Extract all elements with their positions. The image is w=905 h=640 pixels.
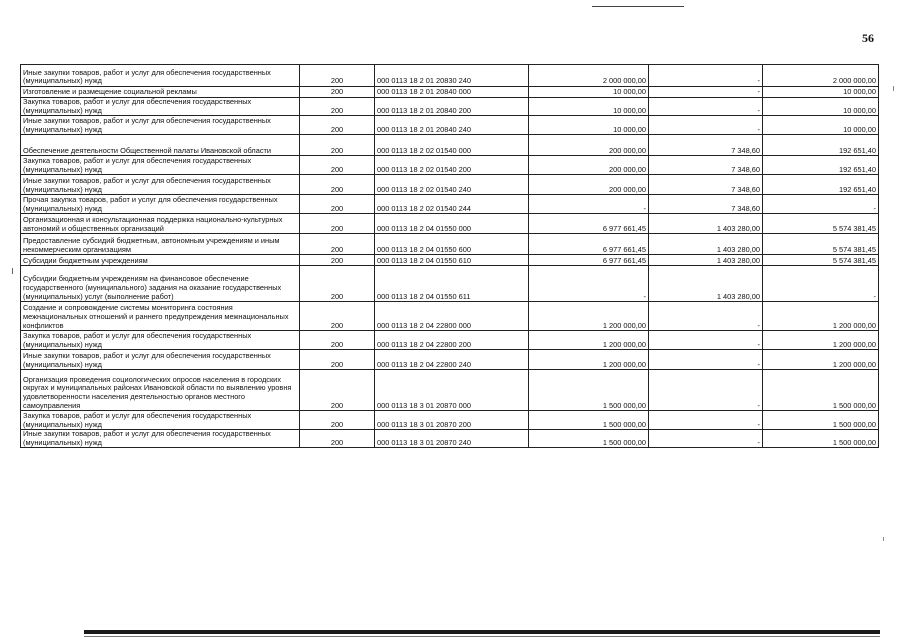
- row-approved-amount: 1 200 000,00: [529, 331, 649, 350]
- row-executed-amount: 1 403 280,00: [649, 234, 763, 255]
- row-budget-code: 000 0113 18 2 02 01540 200: [375, 156, 529, 175]
- row-admin-code: 200: [300, 234, 375, 255]
- row-remaining-amount: 5 574 381,45: [763, 214, 879, 234]
- row-admin-code: 200: [300, 175, 375, 195]
- row-approved-amount: 6 977 661,45: [529, 255, 649, 266]
- row-budget-code: 000 0113 18 2 04 22800 000: [375, 302, 529, 331]
- row-executed-amount: 7 348,60: [649, 175, 763, 195]
- row-remaining-amount: 10 000,00: [763, 116, 879, 135]
- budget-table: [20, 64, 879, 448]
- row-approved-amount: 1 500 000,00: [529, 411, 649, 430]
- row-approved-amount: 2 000 000,00: [529, 65, 649, 87]
- row-admin-code: 200: [300, 370, 375, 411]
- row-remaining-amount: 1 200 000,00: [763, 331, 879, 350]
- row-remaining-amount: 1 500 000,00: [763, 411, 879, 430]
- row-approved-amount: -: [529, 266, 649, 302]
- row-executed-amount: 7 348,60: [649, 135, 763, 156]
- row-approved-amount: -: [529, 195, 649, 214]
- scan-mark: [12, 268, 13, 274]
- row-approved-amount: 200 000,00: [529, 156, 649, 175]
- row-admin-code: 200: [300, 430, 375, 448]
- row-remaining-amount: 10 000,00: [763, 87, 879, 98]
- row-name: Закупка товаров, работ и услуг для обеспечения государственных (муниципальных) нужд: [21, 156, 300, 175]
- table-row: [21, 65, 879, 87]
- row-remaining-amount: -: [763, 195, 879, 214]
- row-remaining-amount: 192 651,40: [763, 135, 879, 156]
- row-budget-code: 000 0113 18 2 04 01550 610: [375, 255, 529, 266]
- table-row: [21, 302, 879, 331]
- row-executed-amount: 7 348,60: [649, 156, 763, 175]
- row-admin-code: 200: [300, 116, 375, 135]
- row-approved-amount: 200 000,00: [529, 175, 649, 195]
- row-name: Закупка товаров, работ и услуг для обеспечения государственных (муниципальных) нужд: [21, 98, 300, 116]
- row-remaining-amount: 2 000 000,00: [763, 65, 879, 87]
- row-budget-code: 000 0113 18 2 02 01540 244: [375, 195, 529, 214]
- row-approved-amount: 1 200 000,00: [529, 302, 649, 331]
- row-executed-amount: 1 403 280,00: [649, 255, 763, 266]
- row-approved-amount: 10 000,00: [529, 116, 649, 135]
- row-admin-code: 200: [300, 195, 375, 214]
- row-budget-code: 000 0113 18 2 02 01540 000: [375, 135, 529, 156]
- table-row: [21, 266, 879, 302]
- row-budget-code: 000 0113 18 3 01 20870 200: [375, 411, 529, 430]
- row-name: Изготовление и размещение социальной рекламы: [21, 87, 300, 98]
- row-admin-code: 200: [300, 331, 375, 350]
- row-admin-code: 200: [300, 411, 375, 430]
- row-executed-amount: -: [649, 411, 763, 430]
- row-remaining-amount: 5 574 381,45: [763, 234, 879, 255]
- row-executed-amount: -: [649, 350, 763, 370]
- scan-mark: [893, 86, 894, 91]
- row-approved-amount: 1 200 000,00: [529, 350, 649, 370]
- row-remaining-amount: 5 574 381,45: [763, 255, 879, 266]
- row-name: Организационная и консультационная поддержка национально-культурных автономий и общественных организаций: [21, 214, 300, 234]
- row-name: Закупка товаров, работ и услуг для обеспечения государственных (муниципальных) нужд: [21, 331, 300, 350]
- table-row: [21, 195, 879, 214]
- table-row: [21, 430, 879, 448]
- row-executed-amount: -: [649, 65, 763, 87]
- top-rule: [592, 6, 684, 7]
- row-executed-amount: -: [649, 430, 763, 448]
- row-executed-amount: 1 403 280,00: [649, 266, 763, 302]
- row-approved-amount: 10 000,00: [529, 98, 649, 116]
- row-admin-code: 200: [300, 156, 375, 175]
- row-budget-code: 000 0113 18 3 01 20870 240: [375, 430, 529, 448]
- row-name: Иные закупки товаров, работ и услуг для обеспечения государственных (муниципальных) нужд: [21, 65, 300, 87]
- row-remaining-amount: -: [763, 266, 879, 302]
- row-admin-code: 200: [300, 266, 375, 302]
- row-executed-amount: -: [649, 98, 763, 116]
- row-admin-code: 200: [300, 135, 375, 156]
- row-remaining-amount: 1 500 000,00: [763, 370, 879, 411]
- row-admin-code: 200: [300, 302, 375, 331]
- row-budget-code: 000 0113 18 2 04 01550 000: [375, 214, 529, 234]
- table-row: [21, 135, 879, 156]
- row-name: Предоставление субсидий бюджетным, автономным учреждениям и иным некоммерческим организациям: [21, 234, 300, 255]
- row-remaining-amount: 10 000,00: [763, 98, 879, 116]
- table-row: [21, 411, 879, 430]
- row-approved-amount: 200 000,00: [529, 135, 649, 156]
- page-number: 56: [862, 31, 874, 45]
- row-admin-code: 200: [300, 65, 375, 87]
- row-budget-code: 000 0113 18 2 04 01550 611: [375, 266, 529, 302]
- row-name: Иные закупки товаров, работ и услуг для обеспечения государственных (муниципальных) нужд: [21, 175, 300, 195]
- row-name: Обеспечение деятельности Общественной палаты Ивановской области: [21, 135, 300, 156]
- row-name: Иные закупки товаров, работ и услуг для обеспечения государственных (муниципальных) нужд: [21, 430, 300, 448]
- table-row: [21, 255, 879, 266]
- row-name: Субсидии бюджетным учреждениям на финансовое обеспечение государственного (муниципального) задания на оказание государственных (муниципальных) услуг (выполнение работ): [21, 266, 300, 302]
- row-executed-amount: -: [649, 302, 763, 331]
- row-remaining-amount: 192 651,40: [763, 175, 879, 195]
- table-row: [21, 98, 879, 116]
- row-budget-code: 000 0113 18 2 01 20840 240: [375, 116, 529, 135]
- row-remaining-amount: 1 500 000,00: [763, 430, 879, 448]
- row-name: Прочая закупка товаров, работ и услуг для обеспечения государственных (муниципальных) нужд: [21, 195, 300, 214]
- row-name: Закупка товаров, работ и услуг для обеспечения государственных (муниципальных) нужд: [21, 411, 300, 430]
- row-approved-amount: 1 500 000,00: [529, 430, 649, 448]
- row-budget-code: 000 0113 18 2 01 20840 200: [375, 98, 529, 116]
- table-row: [21, 116, 879, 135]
- table-row: [21, 331, 879, 350]
- row-remaining-amount: 1 200 000,00: [763, 350, 879, 370]
- row-budget-code: 000 0113 18 2 02 01540 240: [375, 175, 529, 195]
- bottom-rule: [84, 636, 880, 637]
- row-budget-code: 000 0113 18 2 04 22800 200: [375, 331, 529, 350]
- row-remaining-amount: 192 651,40: [763, 156, 879, 175]
- row-approved-amount: 10 000,00: [529, 87, 649, 98]
- row-executed-amount: -: [649, 370, 763, 411]
- row-executed-amount: 1 403 280,00: [649, 214, 763, 234]
- row-budget-code: 000 0113 18 2 04 01550 600: [375, 234, 529, 255]
- table-row: [21, 350, 879, 370]
- table-row: [21, 234, 879, 255]
- table-row: [21, 156, 879, 175]
- row-executed-amount: -: [649, 331, 763, 350]
- row-name: Организация проведения социологических опросов населения в городских округах и муниципальных районах Ивановской области по выявлению уровня удовлетворенности населения деятельностью органов местного самоуправления: [21, 370, 300, 411]
- table-row: [21, 370, 879, 411]
- row-budget-code: 000 0113 18 2 01 20840 000: [375, 87, 529, 98]
- bottom-rule: [84, 630, 880, 634]
- row-executed-amount: -: [649, 87, 763, 98]
- row-admin-code: 200: [300, 350, 375, 370]
- row-budget-code: 000 0113 18 3 01 20870 000: [375, 370, 529, 411]
- row-approved-amount: 6 977 661,45: [529, 234, 649, 255]
- table-row: [21, 175, 879, 195]
- row-budget-code: 000 0113 18 2 04 22800 240: [375, 350, 529, 370]
- row-name: Иные закупки товаров, работ и услуг для обеспечения государственных (муниципальных) нужд: [21, 350, 300, 370]
- row-admin-code: 200: [300, 98, 375, 116]
- row-admin-code: 200: [300, 87, 375, 98]
- row-name: Иные закупки товаров, работ и услуг для обеспечения государственных (муниципальных) нужд: [21, 116, 300, 135]
- row-admin-code: 200: [300, 214, 375, 234]
- row-name: Субсидии бюджетным учреждениям: [21, 255, 300, 266]
- table-row: [21, 214, 879, 234]
- row-approved-amount: 6 977 661,45: [529, 214, 649, 234]
- row-executed-amount: 7 348,60: [649, 195, 763, 214]
- row-approved-amount: 1 500 000,00: [529, 370, 649, 411]
- scan-mark: [883, 537, 884, 541]
- row-executed-amount: -: [649, 116, 763, 135]
- row-name: Создание и сопровождение системы мониторинга состояния межнациональных отношений и раннего предупреждения межнациональных конфликтов: [21, 302, 300, 331]
- table-row: [21, 87, 879, 98]
- row-budget-code: 000 0113 18 2 01 20830 240: [375, 65, 529, 87]
- row-admin-code: 200: [300, 255, 375, 266]
- row-remaining-amount: 1 200 000,00: [763, 302, 879, 331]
